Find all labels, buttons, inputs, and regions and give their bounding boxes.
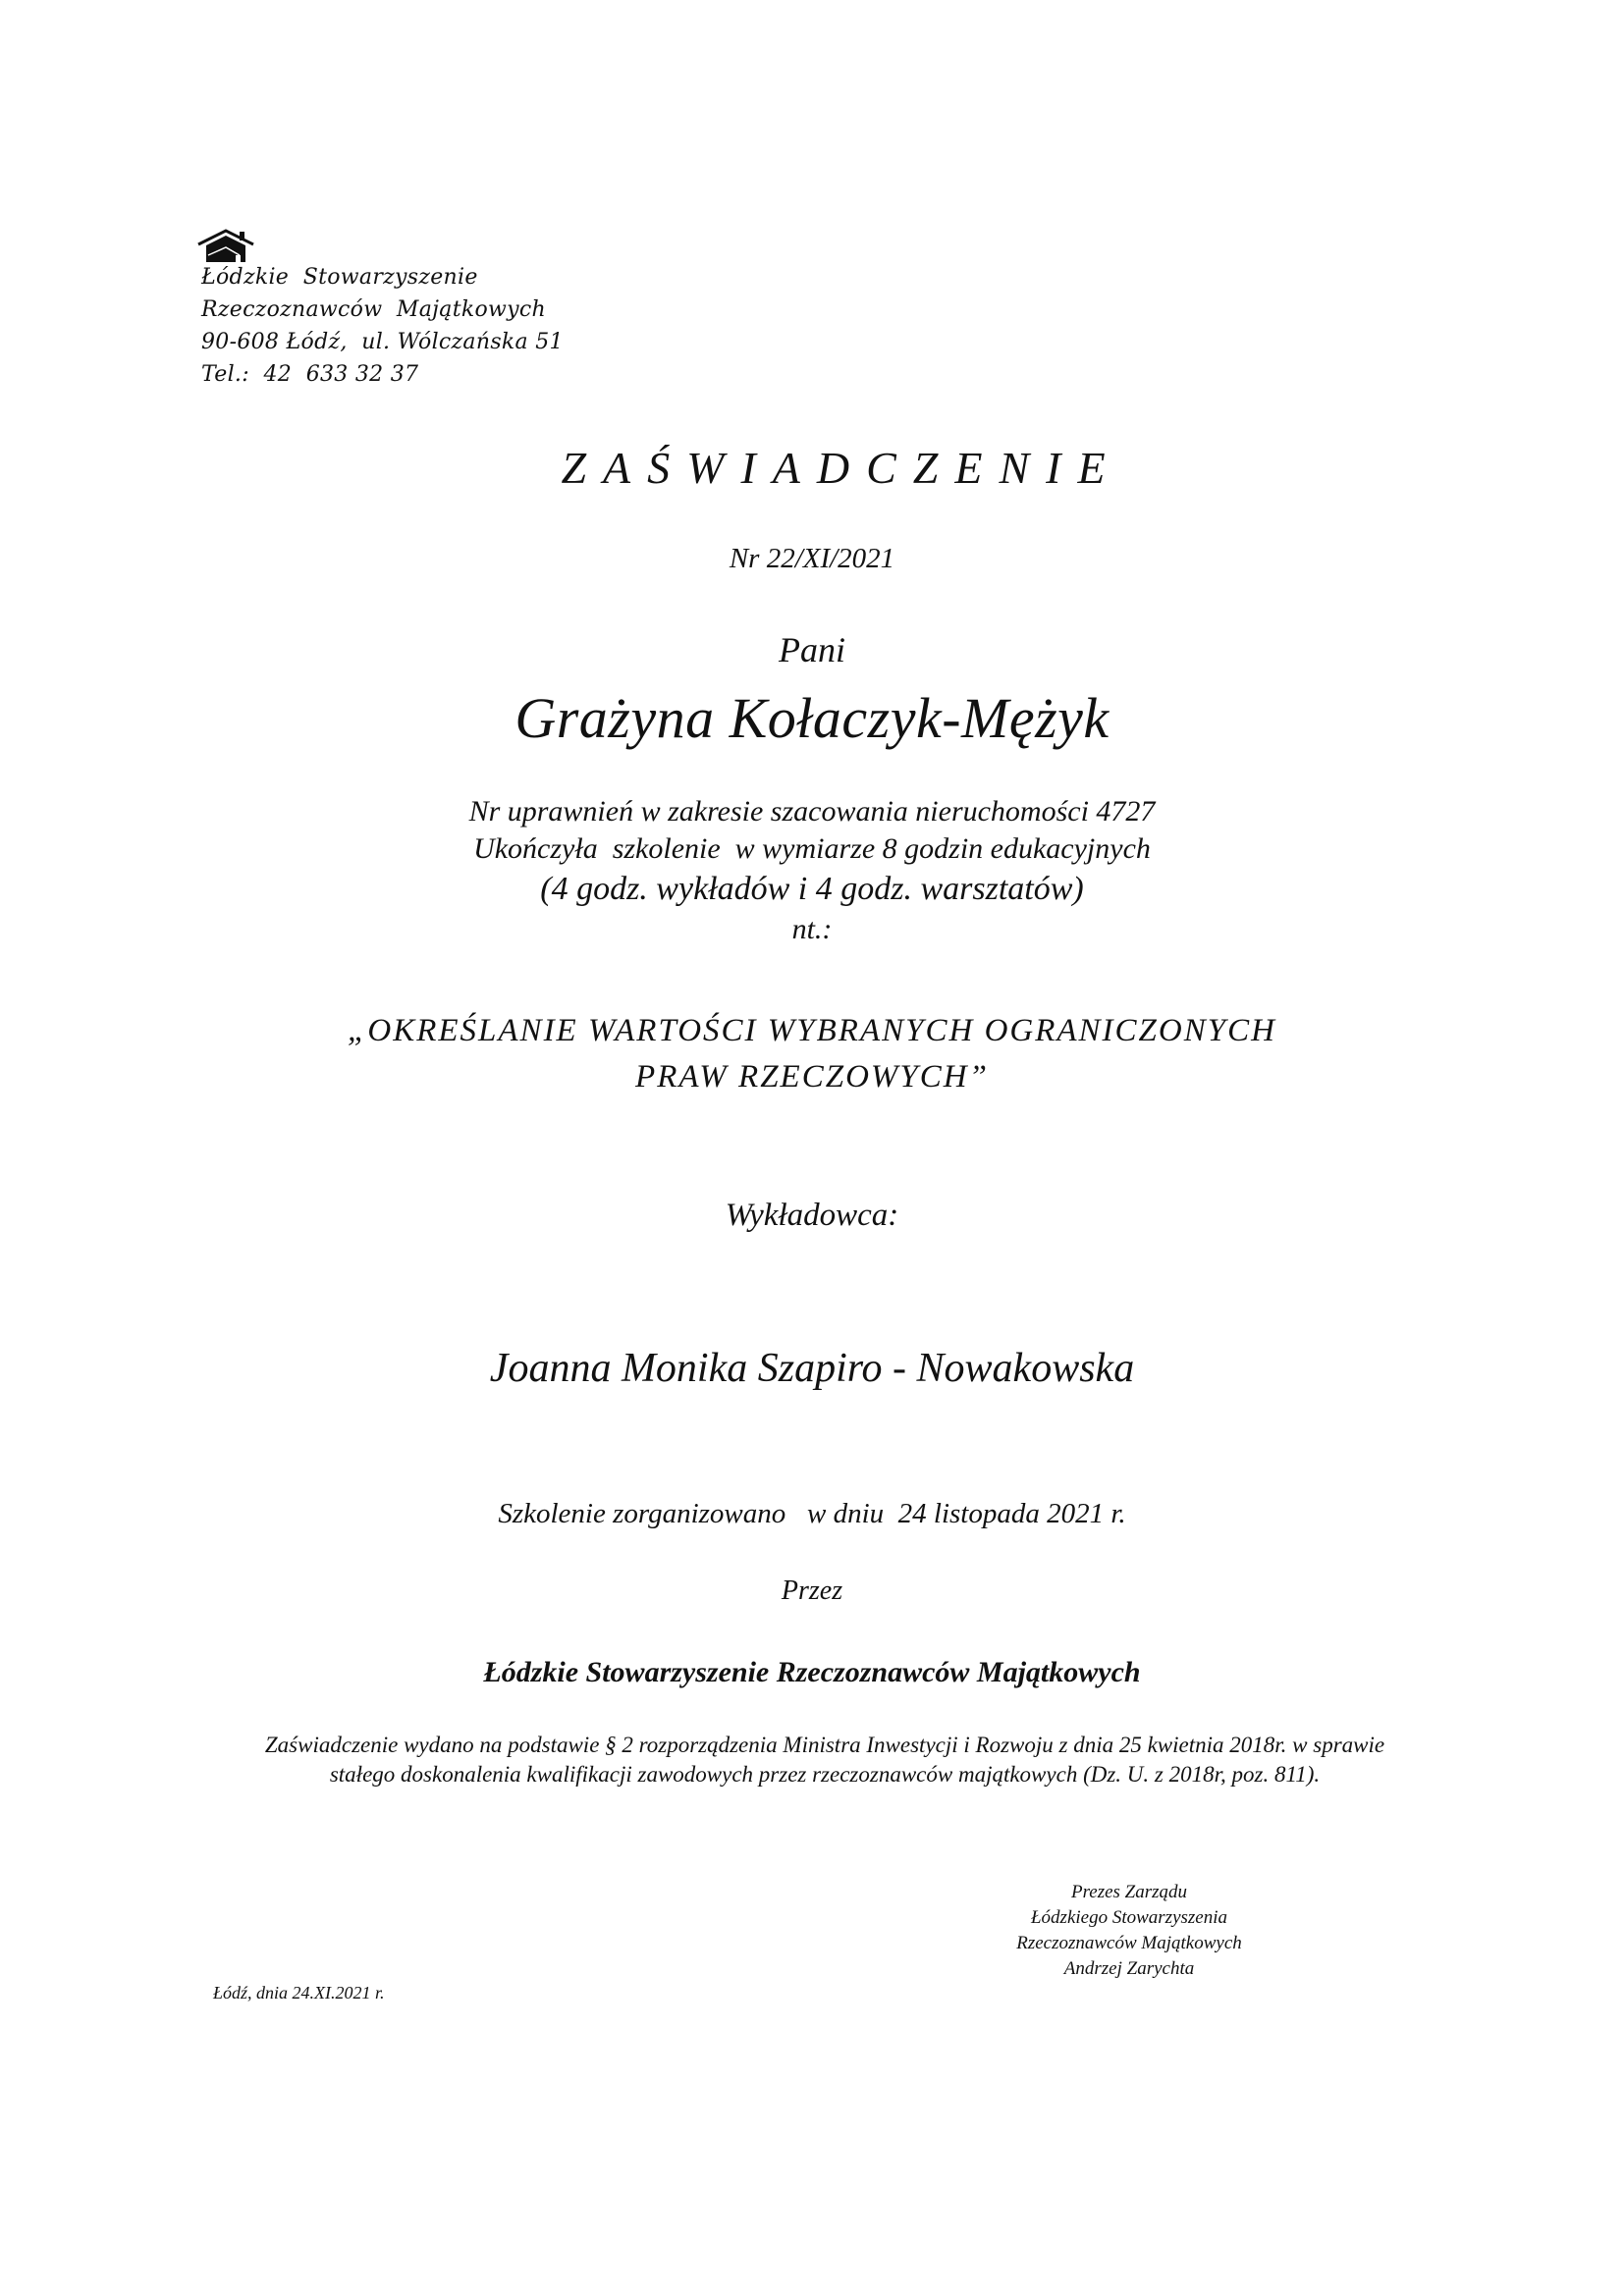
signatory-name: Andrzej Zarychta	[1063, 1958, 1195, 1979]
legal-basis-paragraph: Zaświadczenie wydano na podstawie § 2 rozporządzenia Ministra Inwestycji i Rozwoju z dnia 25 kwietnia 2018r. w sprawie stałego doskonalenia kwalifikacji zawodowych przez rzeczoznawców majątkowych (Dz. U. z 2018r, poz. 811).	[264, 1733, 1385, 1787]
document-title: ZAŚWIADCZENIE	[561, 443, 1122, 493]
course-title-line-2: PRAW RZECZOWYCH”	[635, 1059, 989, 1095]
signature-org-line-2: Rzeczoznawców Majątkowych	[1016, 1933, 1242, 1953]
salutation: Pani	[779, 630, 845, 669]
training-date: Szkolenie zorganizowano w dniu 24 listopada 2021 r.	[498, 1498, 1126, 1529]
lecturer-label: Wykładowca:	[725, 1198, 899, 1233]
certificate-details	[0, 793, 1624, 948]
signature-role: Prezes Zarządu	[1070, 1882, 1188, 1902]
letterhead	[201, 261, 564, 391]
hours-breakdown-line: (4 godz. wykładów i 4 godz. warsztatów)	[540, 871, 1084, 907]
certificate-number: Nr 22/XI/2021	[729, 543, 895, 574]
topic-label: nt.:	[791, 913, 833, 945]
course-title	[0, 1008, 1624, 1100]
license-number-line: Nr uprawnień w zakresie szacowania nieruchomości 4727	[468, 795, 1156, 828]
signature-org-line-1: Łódzkiego Stowarzyszenia	[1030, 1907, 1228, 1928]
house-icon	[196, 228, 255, 263]
organizer-name: Łódzkie Stowarzyszenie Rzeczoznawców Majątkowych	[483, 1656, 1141, 1688]
signature-block	[923, 1880, 1335, 1982]
letterhead-address: 90-608 Łódź, ul. Wólczańska 51	[201, 330, 564, 354]
course-title-line-1: „OKREŚLANIE WARTOŚCI WYBRANYCH OGRANICZONYCH	[348, 1013, 1276, 1048]
completion-line: Ukończyła szkolenie w wymiarze 8 godzin edukacyjnych	[473, 832, 1151, 865]
recipient-name: Grażyna Kołaczyk-Mężyk	[514, 686, 1110, 750]
letterhead-org-line-1: Łódzkie Stowarzyszenie	[201, 265, 478, 290]
letterhead-org-line-2: Rzeczoznawców Majątkowych	[201, 297, 546, 322]
place-and-date: Łódź, dnia 24.XI.2021 r.	[213, 1983, 385, 2002]
by-label: Przez	[781, 1575, 843, 1606]
lecturer-name: Joanna Monika Szapiro - Nowakowska	[489, 1346, 1135, 1391]
letterhead-phone: Tel.: 42 633 32 37	[201, 362, 419, 387]
